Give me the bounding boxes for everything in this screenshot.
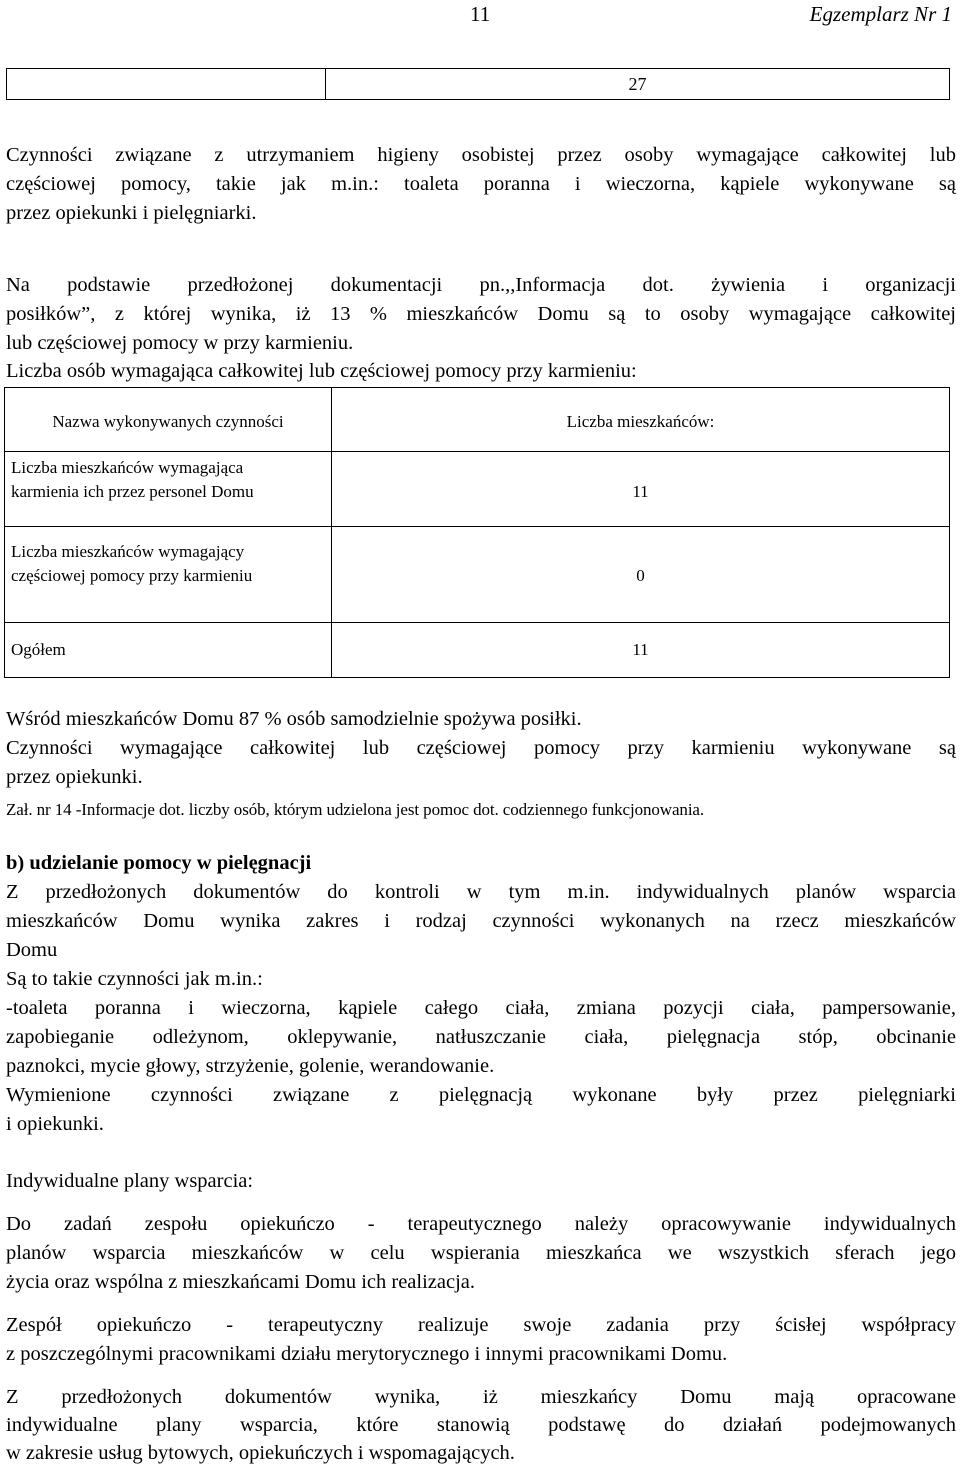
para3: Liczba osób wymagająca całkowitej lub częściowej pomocy przy karmieniu:: [6, 360, 637, 382]
para8-line2: indywidualne plany wsparcia, które stanowią podstawę do działań podejmowanych: [6, 1414, 956, 1436]
table-row: [5, 623, 950, 678]
header-col2: Liczba mieszkańców:: [332, 388, 950, 452]
row1-label: [5, 452, 332, 527]
attachment-note: Zał. nr 14 -Informacje dot. liczby osób, którym udzielona jest pomoc dot. codziennego funkcjonowania.: [6, 800, 705, 819]
para5-line2: przez opiekunki.: [6, 766, 143, 788]
para6-line2: planów wsparcia mieszkańców w celu wspierania mieszkańca we wszystkich sferach jego: [6, 1242, 956, 1264]
para6-line3: życia oraz wspólna z mieszkańcami Domu ich realizacja.: [6, 1271, 475, 1293]
row2-value: 0: [332, 527, 950, 623]
para2-line3: lub częściowej pomocy w przy karmieniu.: [6, 332, 354, 354]
top-box-number: 27: [326, 69, 950, 100]
row3-label: Ogółem: [5, 623, 332, 678]
para7-line2: z poszczególnymi pracownikami działu merytorycznego i innymi pracownikami Domu.: [6, 1343, 728, 1365]
section-b-line1: Z przedłożonych dokumentów do kontroli w tym m.in. indywidualnych planów wsparcia: [6, 881, 956, 903]
section-b-line7: paznokci, mycie głowy, strzyżenie, golenie, werandowanie.: [6, 1055, 495, 1077]
section-b-line4: Są to takie czynności jak m.in.:: [6, 968, 263, 990]
section-b-line6: zapobieganie odleżynom, oklepywanie, natłuszczanie ciała, pielęgnacja stóp, obcinanie: [6, 1026, 956, 1048]
para2-line1: Na podstawie przedłożonej dokumentacji pn.,,Informacja dot. żywienia i organizacji: [6, 274, 956, 296]
page-number: 11: [470, 2, 491, 26]
para6-line1: Do zadań zespołu opiekuńczo - terapeutycznego należy opracowywanie indywidualnych: [6, 1213, 956, 1235]
para8-line1: Z przedłożonych dokumentów wynika, iż mieszkańcy Domu mają opracowane: [6, 1386, 956, 1408]
table-row: [5, 527, 950, 623]
para8-line3: w zakresie usług bytowych, opiekuńczych i wspomagających.: [6, 1442, 515, 1464]
para1-line1: Czynności związane z utrzymaniem higieny osobistej przez osoby wymagające całkowitej lub: [6, 144, 956, 166]
section-b-line3: Domu: [6, 939, 58, 961]
copy-label: Egzemplarz Nr 1: [809, 2, 952, 26]
row1-label-line1: Liczba mieszkańców wymagająca: [11, 458, 244, 477]
para2-line2: posiłków”, z której wynika, iż 13 % mieszkańców Domu są to osoby wymagające całkowitej: [6, 303, 956, 325]
row1-value: 11: [332, 452, 950, 527]
para5-line1: Czynności wymagające całkowitej lub częściowej pomocy przy karmieniu wykonywane są: [6, 737, 956, 759]
section-b-line5: -toaleta poranna i wieczorna, kąpiele całego ciała, zmiana pozycji ciała, pampersowanie,: [6, 997, 956, 1019]
para1-line3: przez opiekunki i pielęgniarki.: [6, 202, 257, 224]
section-b-line2: mieszkańców Domu wynika zakres i rodzaj czynności wykonanych na rzecz mieszkańców: [6, 910, 956, 932]
header-col1: Nazwa wykonywanych czynności: [5, 388, 332, 452]
table-header-row: [5, 388, 950, 452]
top-box-empty-cell: [7, 69, 326, 100]
top-box: [6, 68, 950, 100]
row2-label-line1: Liczba mieszkańców wymagający: [11, 542, 245, 561]
para1-line2: częściowej pomocy, takie jak m.in.: toaleta poranna i wieczorna, kąpiele wykonywane są: [6, 173, 956, 195]
section-b-line9: i opiekunki.: [6, 1113, 104, 1135]
row2-label: [5, 527, 332, 623]
row3-value: 11: [332, 623, 950, 678]
feeding-table: [4, 387, 950, 678]
table-row: [5, 452, 950, 527]
para4: Wśród mieszkańców Domu 87 % osób samodzielnie spożywa posiłki.: [6, 708, 582, 730]
plans-heading: Indywidualne plany wsparcia:: [6, 1170, 254, 1192]
section-b-heading: b) udzielanie pomocy w pielęgnacji: [6, 852, 312, 874]
section-b-line8: Wymienione czynności związane z pielęgnacją wykonane były przez pielęgniarki: [6, 1084, 956, 1106]
row2-label-line2: częściowej pomocy przy karmieniu: [11, 566, 253, 585]
row1-label-line2: karmienia ich przez personel Domu: [11, 482, 254, 501]
para7-line1: Zespół opiekuńczo - terapeutyczny realizuje swoje zadania przy ścisłej współpracy: [6, 1314, 956, 1336]
